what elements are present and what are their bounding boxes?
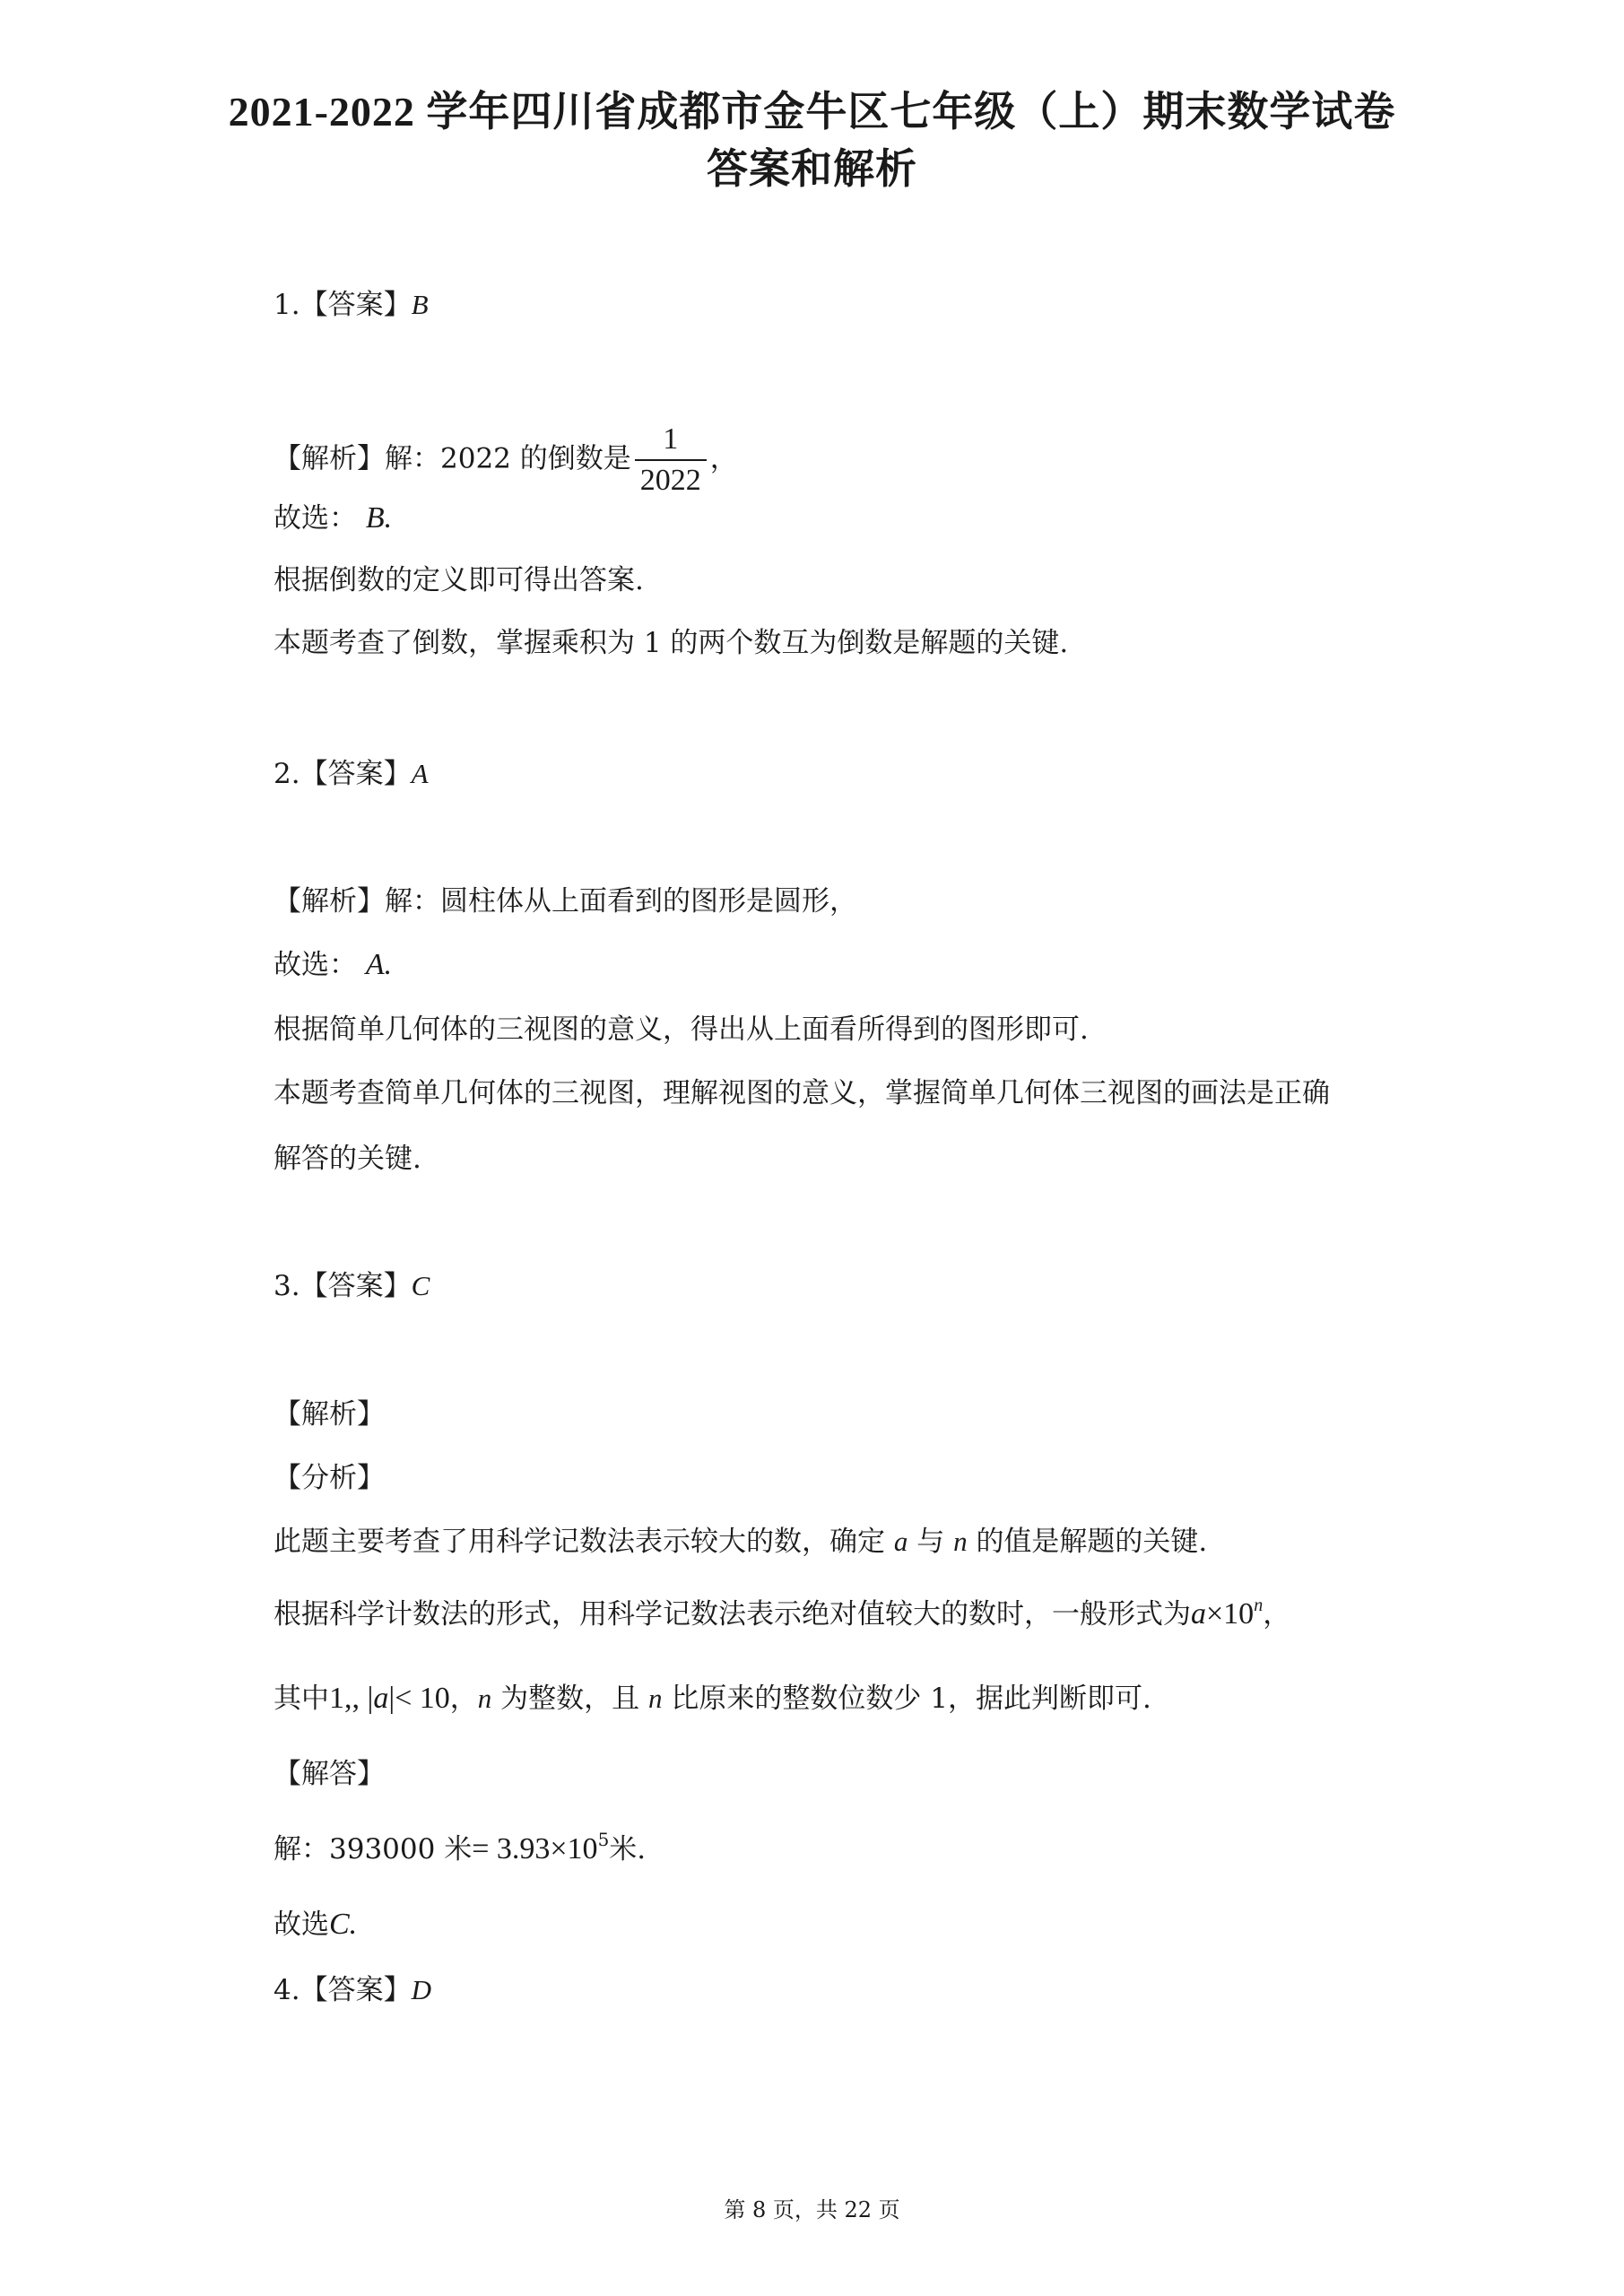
page-footer: 第 8 页，共 22 页 (724, 2197, 900, 2222)
q2-choice-prefix: 故选： (274, 949, 357, 981)
q3-jieda-heading: 【解答】 (274, 1758, 385, 1790)
q3-text: 为整数，且 (500, 1683, 640, 1715)
q3-var-a: a (893, 1526, 908, 1557)
q2-explain-3: 解答的关键. (274, 1143, 421, 1175)
q3-math-inequality-left: 1,, | (329, 1682, 374, 1715)
q3-choice-value: C. (329, 1908, 358, 1941)
document-title: 2021-2022 学年四川省成都市金牛区七年级（上）期末数学试卷 (228, 89, 1396, 135)
q3-var-a: a (373, 1682, 389, 1715)
q1-choice-prefix: 故选： (274, 502, 357, 535)
q3-solution-unit: 米. (609, 1833, 647, 1866)
q3-solution-math: = 3.93×10 (472, 1832, 598, 1866)
q1-answer-value: B (411, 289, 429, 320)
q3-text: ， (1263, 1598, 1291, 1631)
q2-analysis: 【解析】解：圆柱体从上面看到的图形是圆形， (274, 885, 857, 918)
q1-fraction (635, 420, 707, 500)
q1-choice-value: B. (365, 501, 393, 535)
q2-choice-line (274, 947, 392, 983)
q3-text: 与 (916, 1526, 945, 1558)
q4-answer-value: D (411, 1974, 431, 2005)
q3-solution-line (274, 1831, 646, 1867)
q2-answer-value: A (411, 758, 429, 789)
q3-exponent-n: n (1254, 1596, 1264, 1615)
q3-solution-text: 解：393000 米 (274, 1833, 473, 1866)
q3-analysis-line-2 (274, 1596, 1290, 1632)
q1-explain-2: 本题考查了倒数，掌握乘积为 1 的两个数互为倒数是解题的关键. (274, 627, 1069, 659)
q2-answer-line (274, 756, 429, 792)
q1-choice-line (274, 500, 392, 536)
q1-fraction-numerator: 1 (635, 420, 707, 461)
q1-explain-1: 根据倒数的定义即可得出答案. (274, 564, 644, 596)
q3-text: ， (449, 1683, 478, 1715)
q3-answer-prefix: 3.【答案】 (274, 1270, 412, 1302)
q3-text: 根据科学计数法的形式，用科学记数法表示绝对值较大的数时，一般形式为 (274, 1598, 1191, 1631)
q2-answer-prefix: 2.【答案】 (274, 758, 412, 790)
q3-analysis-line-3 (274, 1681, 1151, 1717)
q3-text: 此题主要考查了用科学记数法表示较大的数，确定 (274, 1526, 885, 1558)
q2-explain-1: 根据简单几何体的三视图的意义，得出从上面看所得到的图形即可. (274, 1013, 1089, 1046)
q3-answer-value: C (411, 1270, 430, 1301)
q2-explain-2: 本题考查简单几何体的三视图，理解视图的意义，掌握简单几何体三视图的画法是正确 (274, 1077, 1330, 1109)
q3-choice-line (274, 1907, 357, 1943)
q1-answer-prefix: 1.【答案】 (274, 289, 412, 321)
q1-answer-line (274, 287, 429, 323)
q3-analysis-line-1 (274, 1524, 1207, 1560)
q3-answer-line (274, 1268, 430, 1304)
q3-var-a: a (1191, 1597, 1206, 1631)
q1-fraction-denominator: 2022 (639, 464, 701, 497)
q3-text: 其中 (274, 1683, 329, 1715)
q4-answer-line (274, 1972, 431, 2008)
document-subtitle: 答案和解析 (707, 146, 917, 192)
q3-fenxi-heading: 【分析】 (274, 1462, 385, 1494)
q1-analysis-line (274, 420, 738, 500)
q4-answer-prefix: 4.【答案】 (274, 1974, 412, 2006)
q3-math-times-ten: ×10 (1206, 1597, 1255, 1631)
q2-choice-value: A. (365, 948, 393, 981)
q3-text: 的值是解题的关键. (976, 1526, 1208, 1558)
q3-math-inequality-right: |< 10 (388, 1682, 450, 1715)
q3-choice-prefix: 故选 (274, 1909, 329, 1941)
q1-analysis-comma: ， (709, 442, 738, 475)
q3-var-n: n (648, 1683, 663, 1714)
q3-jiexi-heading: 【解析】 (274, 1398, 385, 1431)
q3-solution-exponent: 5 (597, 1829, 610, 1850)
q3-var-n: n (477, 1683, 492, 1714)
q3-var-n: n (953, 1526, 968, 1557)
q1-analysis-text: 【解析】解：2022 的倒数是 (274, 442, 631, 475)
q3-text: 比原来的整数位数少 1，据此判断即可. (671, 1683, 1151, 1715)
